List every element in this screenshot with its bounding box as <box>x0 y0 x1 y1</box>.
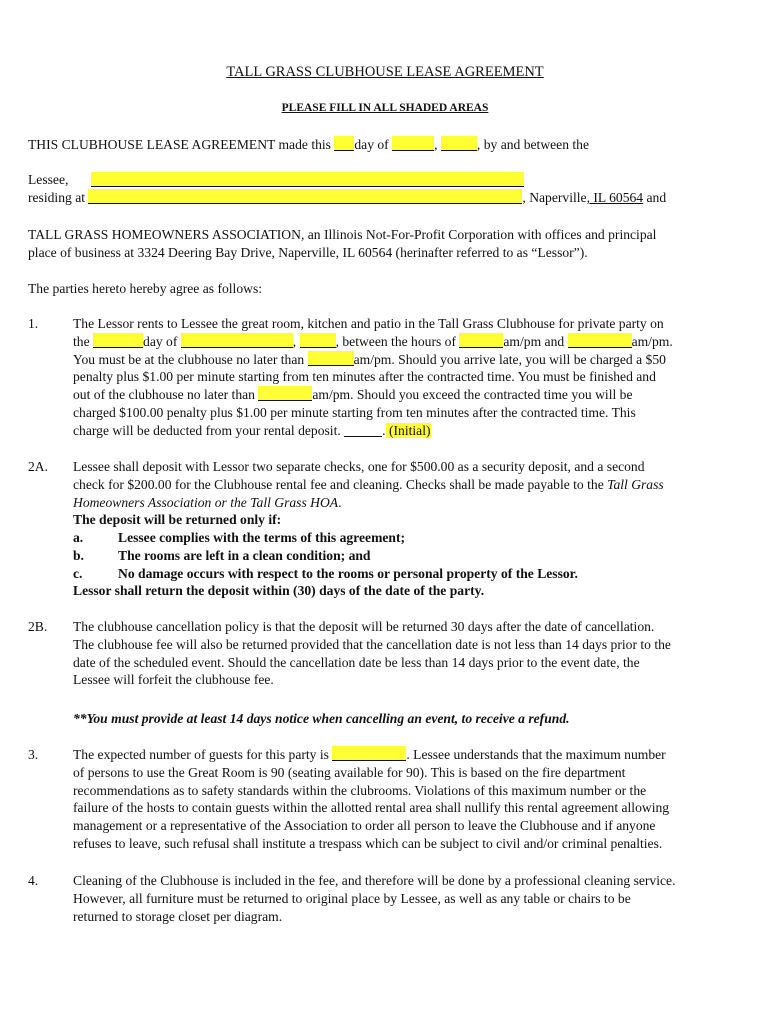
deposit-conditions-list <box>73 529 578 600</box>
initial-label: (Initial) <box>385 422 431 438</box>
agreement-day-field[interactable] <box>334 136 354 151</box>
lessee-line: Lessee, <box>28 172 69 187</box>
lessor-line-2: place of business at 3324 Deering Bay Drive, Naperville, IL 60564 (herinafter referred to as “Lessor”). <box>28 245 588 260</box>
section-4-number: 4. <box>28 873 39 888</box>
deposit-heading: The deposit will be returned only if: <box>73 512 282 528</box>
list-item: b. The rooms are left in a clean condition; and <box>73 547 371 563</box>
section-2a: Lessee shall deposit with Lessor two separate checks, one for $500.00 as a security deposit, and a second check for $200.00 for the Clubhouse rental fee and cleaning. Checks shall be made payable to the Tall Grass Homeowners Association or the Tall Grass HOA. The deposit will be returned only if: <box>73 458 743 529</box>
intro-line: THIS CLUBHOUSE LEASE AGREEMENT made this day of , , by and between the <box>28 137 590 152</box>
section-2a-number: 2A. <box>28 459 49 474</box>
start-time-field[interactable] <box>459 333 503 348</box>
residing-line: residing at , Naperville, IL 60564 and <box>28 190 667 205</box>
section-3: The expected number of guests for this party is . Lessee understands that the maximum number of persons to use the Great Room is 90 (seating available for 90). This is based on the fire department recommendations as to safety standards within the clubrooms. Violations of this maximum number or the failure of the hosts to contain guests within the allotted rental area shall nullify this rental agreement allowing management or a representative of the Association to order all person to leave the Clubhouse and if anyone refuses to leave, such refusal shall institute a trespass which can be subject to civil and/or criminal penalties. <box>73 747 670 851</box>
initial-field[interactable] <box>344 422 382 437</box>
arrival-time-field[interactable] <box>308 351 354 366</box>
section-3-number: 3. <box>28 747 39 762</box>
party-year-field[interactable] <box>300 333 336 348</box>
section-1: The Lessor rents to Lessee the great room, kitchen and patio in the Tall Grass Clubhouse for private party on the day of , , between the hours of am/pm and am/pm. You must be at the clubhouse no later than am/pm. Should you arrive late, you will be charged a $50 penalty plus $1.00 per minute starting from ten minutes after the contracted time. You must be finished and out of the clubhouse no later than am/pm. Should you exceed the contracted time you will be charged $100.00 penalty plus $1.00 per minute starting from ten minutes after the contracted time. This charge will be deducted from your rental deposit. . (Initial) <box>73 316 673 438</box>
section-2b: The clubhouse cancellation policy is that the deposit will be returned 30 days after the date of cancellation. The clubhouse fee will also be returned provided that the cancellation date is not less than 14 days prior to the date of the scheduled event. Should the cancellation date be less than 14 days prior to the event date, the Lessee will forfeit the clubhouse fee. <box>73 619 671 688</box>
deposit-return-text: Lessor shall return the deposit within (30) days of the date of the party. <box>73 583 485 599</box>
lease-document <box>28 0 748 1024</box>
agreement-year-field[interactable] <box>441 136 477 151</box>
lessee-name-field[interactable] <box>91 172 524 187</box>
guest-count-field[interactable] <box>332 746 406 761</box>
section-4: Cleaning of the Clubhouse is included in the fee, and therefore will be done by a professional cleaning service. However, all furniture must be returned to original place by Lessee, as well as any table or chairs to be returned to storage closet per diagram. <box>73 873 676 924</box>
lessee-address-field[interactable] <box>88 189 522 204</box>
agreement-month-field[interactable] <box>392 136 434 151</box>
section-2b-number: 2B. <box>28 619 48 634</box>
list-item: c. No damage occurs with respect to the rooms or personal property of the Lessor. <box>73 565 578 581</box>
cancellation-notice: **You must provide at least 14 days notice when cancelling an event, to receive a refund. <box>73 711 570 726</box>
lessor-line-1: TALL GRASS HOMEOWNERS ASSOCIATION, an Illinois Not-For-Profit Corporation with offices and principal <box>28 227 657 242</box>
document-subtitle: PLEASE FILL IN ALL SHADED AREAS <box>281 102 489 114</box>
agree-line: The parties hereto hereby agree as follows: <box>28 281 263 296</box>
document-title: TALL GRASS CLUBHOUSE LEASE AGREEMENT <box>226 64 544 80</box>
list-item: a. Lessee complies with the terms of this agreement; <box>73 530 406 545</box>
end-time-field[interactable] <box>568 333 632 348</box>
party-day-field[interactable] <box>93 333 143 348</box>
finish-time-field[interactable] <box>258 386 312 401</box>
section-1-number: 1. <box>28 316 39 331</box>
party-month-field[interactable] <box>181 333 293 348</box>
